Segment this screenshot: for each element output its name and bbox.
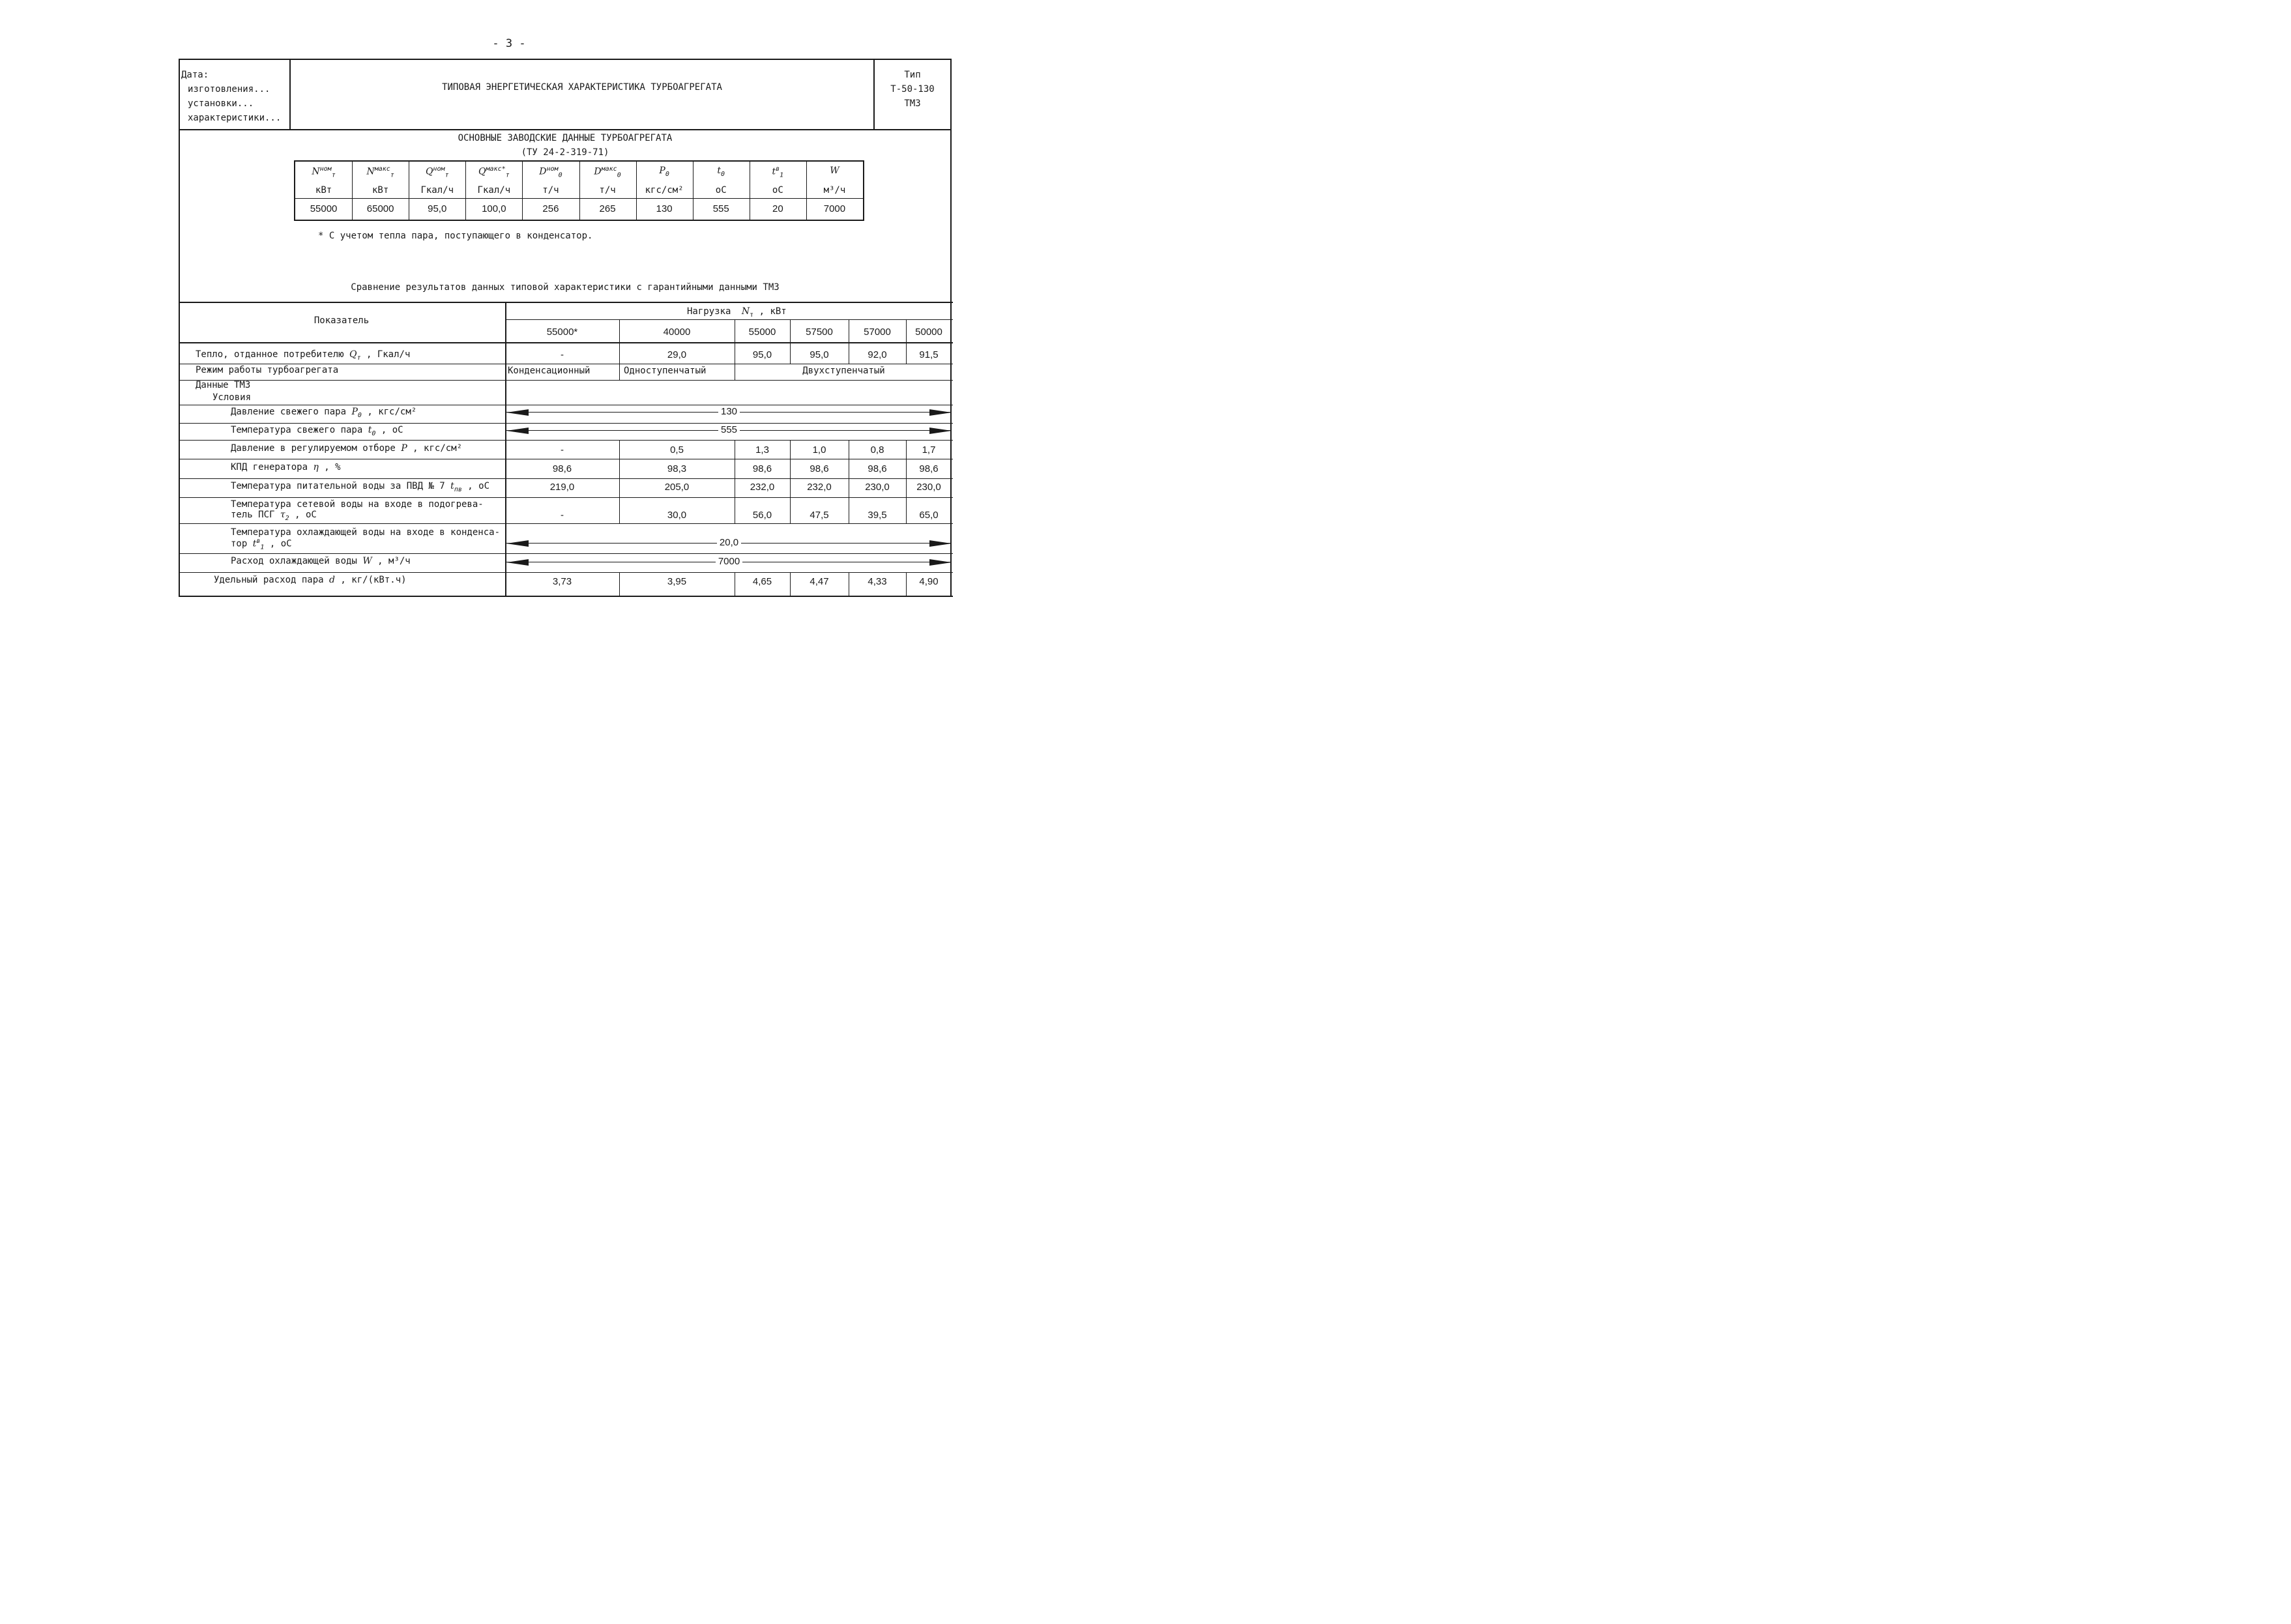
row-heat-value: 91,5 (919, 349, 939, 360)
row-feedwater (231, 481, 489, 493)
factory-col-unit: оС (715, 185, 727, 196)
factory-col-header (465, 166, 522, 179)
factory-col-sym-sup: ном (319, 166, 332, 173)
row-mode-single: Одноступенчатый (624, 366, 707, 376)
row-tmz-conditions (212, 392, 251, 403)
row-tmz-conditions-text: Условия (212, 392, 252, 403)
row-specific-value: 4,90 (919, 576, 939, 587)
row-efficiency-value: 98,6 (919, 463, 939, 474)
row-cooling-flow-value (506, 556, 952, 567)
factory-col-header (295, 166, 352, 179)
row-temperature-sym-sub: 0 (372, 429, 376, 437)
type-maker: ТМЗ (904, 98, 921, 109)
factory-col-sym-sub: 0 (558, 171, 562, 179)
factory-col-sym-sup: ном (433, 166, 445, 173)
factory-col-unit: кВт (372, 185, 389, 196)
row-extract-text: Давление в регулируемом отборе (231, 443, 396, 454)
row-extract-value: 1,3 (755, 444, 769, 456)
row-heat-text: Тепло, отданное потребителю (196, 349, 344, 360)
factory-col-sym-sup: макс (601, 166, 617, 173)
row-network-line2-sym-sub: 2 (285, 514, 289, 522)
factory-col-sym-sub: т (390, 171, 394, 179)
load-symbol: N (741, 306, 750, 317)
row-specific-symbol (329, 575, 335, 585)
load-value: 55000 (748, 326, 776, 338)
factory-col-symbol (717, 166, 725, 178)
load-value: 50000 (915, 326, 942, 338)
row-cooling-flow-text: Расход охлаждающей воды (231, 556, 357, 566)
factory-col-value: 65000 (366, 203, 394, 214)
factory-col-symbol (426, 166, 449, 179)
row-pressure (231, 407, 416, 419)
row-cooling-flow (231, 556, 411, 566)
factory-col-sym-sub: т (331, 171, 336, 179)
factory-col-unit: Гкал/ч (420, 185, 454, 196)
row-cooling-flow-value-text: 7000 (716, 556, 742, 567)
factory-col-header (352, 166, 409, 179)
row-tmz-text: Данные ТМЗ (196, 380, 251, 390)
row-specific-value: 3,73 (552, 576, 572, 587)
row-temperature (231, 425, 403, 437)
factory-col-sym-letter: P (659, 166, 665, 176)
factory-col-header (636, 166, 693, 178)
load-unit: , кВт (759, 306, 787, 317)
factory-col-symbol (539, 166, 562, 179)
row-network-line2-gap (289, 510, 295, 520)
row-extract-value: - (561, 444, 564, 456)
row-heat-symbol (349, 349, 361, 362)
factory-col-sym-letter: Q (478, 166, 486, 177)
row-mode (196, 365, 338, 375)
row-feedwater-sym-letter: t (450, 481, 454, 491)
row-efficiency-value: 98,6 (752, 463, 772, 474)
row-network-line2-sym-letter: τ (280, 510, 285, 520)
factory-data-table (294, 160, 864, 221)
load-header (687, 306, 787, 319)
document-title: ТИПОВАЯ ЭНЕРГЕТИЧЕСКАЯ ХАРАКТЕРИСТИКА ТУРБОАГРЕГАТА (291, 60, 875, 129)
row-pressure-arrow (506, 407, 952, 418)
comparison-table (179, 302, 953, 597)
row-heat-value: 29,0 (667, 349, 687, 360)
factory-col-unit: Гкал/ч (477, 185, 511, 196)
row-efficiency-value: 98,6 (552, 463, 572, 474)
row-cooling-flow-gap (357, 556, 362, 566)
date-label: Дата: (181, 70, 209, 80)
factory-col-sym-sup: ном (546, 166, 559, 173)
row-efficiency-value: 98,3 (667, 463, 687, 474)
row-temperature-text: Температура свежего пара (231, 425, 363, 435)
row-specific-text: Удельный расход пара (214, 575, 324, 585)
cmp-row-line (179, 523, 953, 524)
factory-col-sym-letter: t (717, 166, 722, 176)
row-network-line2-text: , оС (295, 510, 317, 520)
factory-col-value: 555 (712, 203, 729, 214)
factory-col-header (750, 166, 806, 179)
row-extract-value: 1,7 (922, 444, 936, 456)
factory-col-sym-letter: t (772, 166, 776, 177)
row-extract-symbol (401, 443, 407, 454)
load-symbol-sub: т (750, 311, 754, 319)
load-value: 55000* (546, 326, 578, 338)
factory-col-value: 55000 (310, 203, 338, 214)
factory-col-value: 100,0 (482, 203, 506, 214)
factory-col-value: 20 (772, 203, 783, 214)
cmp-row-line (179, 342, 953, 343)
row-feedwater-text: , оС (467, 481, 490, 491)
row-specific-gap (324, 575, 329, 585)
factory-col-value: 130 (656, 203, 673, 214)
row-heat-value: - (561, 349, 564, 360)
row-efficiency-text: , % (324, 462, 341, 472)
factory-title: ОСНОВНЫЕ ЗАВОДСКИЕ ДАННЫЕ ТУРБОАГРЕГАТА (458, 133, 673, 143)
row-feedwater-value: 230,0 (865, 482, 890, 493)
row-temperature-gap (375, 425, 381, 435)
factory-col-sym-sub: 0 (721, 170, 725, 178)
type-model: Т-50-130 (890, 84, 935, 94)
row-feedwater-symbol (450, 481, 462, 493)
row-network-value: 30,0 (667, 510, 687, 521)
cmp-top-border (179, 302, 953, 303)
row-network-line2 (231, 510, 317, 522)
row-pressure-value (506, 406, 952, 417)
row-tmz (196, 380, 250, 390)
row-extract-text: , кгс/см² (413, 443, 463, 454)
factory-col-sym-sup: макс* (486, 166, 506, 173)
row-network-line2-symbol (280, 510, 289, 522)
row-cooling-temp-line2-text: , оС (269, 538, 292, 549)
row-network-value: 47,5 (810, 510, 829, 521)
row-cooling-flow-text: , м³/ч (377, 556, 411, 566)
row-heat-text: , Гкал/ч (366, 349, 411, 360)
factory-col-symbol (830, 166, 839, 176)
row-feedwater-value: 230,0 (916, 482, 941, 493)
factory-col-sym-letter: N (312, 166, 320, 177)
factory-col-sym-sup: макс (374, 166, 390, 173)
row-network-value: 56,0 (752, 510, 772, 521)
row-temperature-symbol (368, 425, 376, 437)
row-pressure-sym-sub: 0 (357, 411, 362, 419)
cmp-row-line (179, 478, 953, 479)
row-cooling-temp-line2-sym-letter: t (252, 538, 257, 549)
type-cell (875, 60, 950, 137)
factory-col-header (579, 166, 636, 179)
row-cooling-flow-gap (372, 556, 377, 566)
row-feedwater-gap (445, 481, 450, 491)
cmp-row-line (179, 423, 953, 424)
row-specific-text: , кг/(кВт.ч) (340, 575, 407, 585)
row-cooling-temp-line2-gap (264, 539, 269, 549)
row-cooling-temp-line2-sym-sup: в (256, 538, 261, 545)
row-pressure-value-text: 130 (718, 406, 740, 417)
factory-col-value: 256 (542, 203, 559, 214)
row-heat-value: 92,0 (868, 349, 887, 360)
factory-col-symbol (478, 166, 510, 179)
factory-col-value: 7000 (823, 203, 846, 214)
row-feedwater-value: 219,0 (549, 482, 575, 493)
row-cooling-temp-value (506, 537, 952, 548)
factory-col-header (693, 166, 750, 178)
row-cooling-temp-line2-gap (247, 539, 252, 549)
row-heat-gap (361, 349, 366, 360)
factory-col-unit: кВт (315, 185, 332, 196)
row-pressure-text: , кгс/см² (367, 407, 417, 417)
factory-col-value: 265 (599, 203, 616, 214)
factory-col-symbol (772, 166, 783, 179)
row-network-line2-text: тель ПСГ (231, 510, 275, 520)
row-network-value: 39,5 (868, 510, 887, 521)
factory-col-symbol (366, 166, 394, 179)
load-value: 57000 (864, 326, 891, 338)
date-cell (180, 60, 291, 129)
row-efficiency-symbol (313, 462, 318, 472)
indicator-header: Показатель (314, 315, 370, 326)
row-specific-value: 4,33 (868, 576, 887, 587)
factory-row-divider (295, 198, 863, 199)
factory-col-sym-letter: D (594, 166, 602, 177)
row-temperature-value-text: 555 (718, 424, 740, 435)
factory-col-unit: т/ч (599, 185, 616, 196)
factory-col-symbol (312, 166, 335, 179)
factory-col-unit: кгс/см² (645, 185, 684, 196)
factory-col-symbol (659, 166, 669, 178)
cmp-row-line (179, 380, 953, 381)
factory-col-header (806, 166, 863, 176)
row-specific-value: 4,47 (810, 576, 829, 587)
factory-col-unit: оС (772, 185, 783, 196)
row-specific-value: 4,65 (752, 576, 772, 587)
row-cooling-flow-symbol (362, 556, 372, 566)
factory-footnote: * С учетом тепла пара, поступающего в конденсатор. (318, 231, 593, 241)
cmp-col-divider (619, 364, 620, 380)
row-network-line1-text: Температура сетевой воды на входе в подогрева- (231, 499, 484, 510)
factory-col-sym-letter: D (539, 166, 547, 177)
row-temperature-sym-letter: t (368, 425, 372, 435)
document-header (179, 59, 952, 130)
comparison-title: Сравнение результатов данных типовой характеристики с гарантийными данными ТМЗ (351, 282, 780, 293)
page-number: - 3 - (492, 37, 526, 50)
factory-col-header (522, 166, 579, 179)
row-heat-gap (344, 349, 349, 360)
row-specific (214, 575, 407, 585)
factory-col-symbol (594, 166, 620, 179)
load-header-label: Нагрузка (687, 306, 731, 317)
row-specific-value: 3,95 (667, 576, 687, 587)
row-extract-value: 0,8 (870, 444, 884, 456)
row-efficiency-value: 98,6 (868, 463, 887, 474)
factory-col-sym-letter: W (830, 166, 839, 176)
factory-col-sym-sub: т (445, 171, 449, 179)
row-network-line1 (231, 499, 484, 510)
row-efficiency-text: КПД генератора (231, 462, 308, 472)
row-cooling-temp-line2-sym-sub: 1 (260, 544, 265, 551)
factory-col-header (409, 166, 465, 179)
row-cooling-flow-arrow (506, 557, 952, 568)
row-mode-double: Двухступенчатый (802, 366, 885, 376)
factory-col-unit: м³/ч (823, 185, 846, 196)
factory-subtitle: (ТУ 24-2-319-71) (521, 147, 609, 158)
row-specific-sym-letter: d (329, 575, 335, 585)
row-pressure-symbol (351, 407, 361, 419)
row-extract-sym-letter: P (401, 443, 407, 454)
row-cooling-temp-line2-text: тор (231, 538, 248, 549)
row-network-value: 65,0 (919, 510, 939, 521)
row-heat-sym-letter: Q (349, 349, 357, 360)
factory-col-sym-sub: т (505, 171, 510, 179)
row-cooling-flow-sym-letter: W (362, 556, 372, 566)
date-manufacture: изготовления... (188, 84, 270, 94)
row-cooling-temp-line2-symbol (253, 538, 265, 551)
row-efficiency-sym-letter: η (313, 462, 319, 472)
type-label: Тип (904, 70, 921, 80)
row-heat (196, 349, 410, 362)
row-extract (231, 443, 462, 454)
row-efficiency (231, 462, 341, 472)
row-feedwater-value: 232,0 (750, 482, 775, 493)
factory-col-sym-sub: 1 (780, 171, 784, 179)
date-installation: установки... (188, 98, 254, 109)
row-feedwater-value: 205,0 (664, 482, 690, 493)
date-characteristic: характеристики... (188, 113, 282, 123)
factory-col-sym-sup: в (776, 166, 780, 173)
load-divider (505, 319, 953, 320)
row-heat-sym-sub: т (357, 354, 361, 362)
row-temperature-text: , оС (381, 425, 403, 435)
row-efficiency-gap (308, 462, 313, 472)
row-cooling-temp-arrow (506, 538, 952, 549)
cmp-row-line (179, 553, 953, 554)
row-extract-value: 1,0 (812, 444, 826, 456)
load-value: 57500 (806, 326, 833, 338)
row-cooling-temp-value-text: 20,0 (717, 537, 741, 548)
cmp-row-line (179, 440, 953, 441)
row-temperature-gap (362, 425, 368, 435)
row-efficiency-value: 98,6 (810, 463, 829, 474)
row-cooling-temp-line1 (231, 527, 500, 538)
row-mode-condensing: Конденсационный (508, 366, 591, 376)
factory-col-unit: т/ч (542, 185, 559, 196)
row-pressure-text: Давление свежего пара (231, 407, 347, 417)
row-mode-text: Режим работы турбоагрегата (196, 365, 339, 375)
cmp-row-line (179, 572, 953, 573)
row-feedwater-text: Температура питательной воды за ПВД № 7 (231, 481, 445, 491)
load-value: 40000 (663, 326, 691, 338)
row-extract-gap (407, 443, 413, 454)
factory-col-sym-sub: 0 (617, 171, 621, 179)
row-network-value: - (561, 510, 564, 521)
cmp-row-line (179, 596, 953, 597)
row-cooling-temp-line1-text: Температура охлаждающей воды на входе в конденса- (231, 527, 501, 538)
row-network-line2-gap (274, 510, 280, 520)
row-cooling-temp-line2 (231, 538, 292, 551)
factory-col-value: 95,0 (428, 203, 447, 214)
row-heat-value: 95,0 (810, 349, 829, 360)
cmp-row-line (179, 497, 953, 498)
row-temperature-value (506, 424, 952, 435)
factory-col-sym-sub: 0 (665, 170, 669, 178)
factory-col-sym-letter: N (366, 166, 375, 177)
row-temperature-arrow (506, 426, 952, 436)
row-feedwater-sym-sub: пв (454, 486, 462, 493)
row-pressure-sym-letter: P (351, 407, 358, 417)
factory-col-sym-letter: Q (425, 166, 433, 177)
row-extract-value: 0,5 (670, 444, 684, 456)
row-feedwater-value: 232,0 (807, 482, 832, 493)
row-heat-value: 95,0 (752, 349, 772, 360)
